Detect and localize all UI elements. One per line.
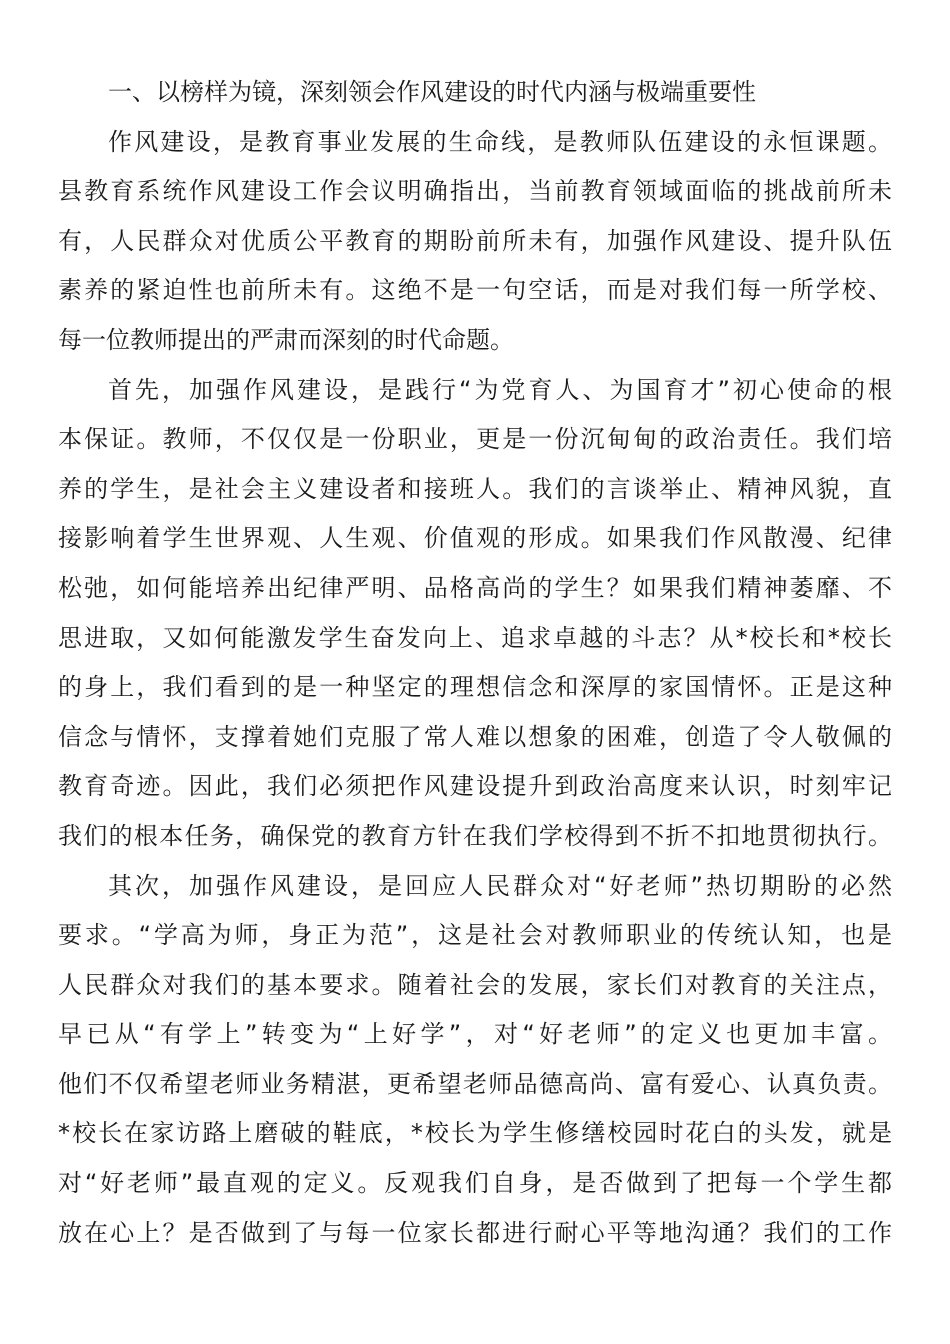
body-text-line: 思进取，又如何能激发学生奋发向上、追求卓越的斗志？从*校长和*校长 bbox=[58, 623, 892, 652]
body-text-line: 对“好老师”最直观的定义。反观我们自身，是否做到了把每一个学生都 bbox=[58, 1169, 892, 1198]
body-text-line: 松弛，如何能培养出纪律严明、品格高尚的学生？如果我们精神萎靡、不 bbox=[58, 573, 892, 602]
body-text-line: 要求。“学高为师，身正为范”，这是社会对教师职业的传统认知，也是 bbox=[58, 921, 892, 950]
body-text-line: 本保证。教师，不仅仅是一份职业，更是一份沉甸甸的政治责任。我们培 bbox=[58, 425, 892, 454]
body-text-line: 我们的根本任务，确保党的教育方针在我们学校得到不折不扣地贯彻执行。 bbox=[58, 821, 892, 850]
body-text-line: 信念与情怀，支撑着她们克服了常人难以想象的困难，创造了令人敬佩的 bbox=[58, 722, 892, 751]
section-heading: 一、以榜样为镜，深刻领会作风建设的时代内涵与极端重要性 bbox=[108, 78, 756, 106]
body-text-line: 的身上，我们看到的是一种坚定的理想信念和深厚的家国情怀。正是这种 bbox=[58, 673, 892, 702]
body-text-line: *校长在家访路上磨破的鞋底，*校长为学生修缮校园时花白的头发，就是 bbox=[58, 1119, 892, 1148]
body-text-line: 素养的紧迫性也前所未有。这绝不是一句空话，而是对我们每一所学校、 bbox=[58, 276, 892, 305]
body-text-line: 每一位教师提出的严肃而深刻的时代命题。 bbox=[58, 325, 514, 354]
body-text-line: 接影响着学生世界观、人生观、价值观的形成。如果我们作风散漫、纪律 bbox=[58, 524, 892, 553]
document-page bbox=[58, 68, 892, 1258]
body-text-line: 县教育系统作风建设工作会议明确指出，当前教育领域面临的挑战前所未 bbox=[58, 177, 892, 206]
body-text-line: 他们不仅希望老师业务精湛，更希望老师品德高尚、富有爱心、认真负责。 bbox=[58, 1069, 892, 1098]
body-text-line: 人民群众对我们的基本要求。随着社会的发展，家长们对教育的关注点， bbox=[58, 970, 892, 999]
body-text-line: 作风建设，是教育事业发展的生命线，是教师队伍建设的永恒课题。 bbox=[108, 127, 892, 156]
body-text-line: 首先，加强作风建设，是践行“为党育人、为国育才”初心使命的根 bbox=[108, 375, 892, 404]
body-text-line: 教育奇迹。因此，我们必须把作风建设提升到政治高度来认识，时刻牢记 bbox=[58, 772, 892, 801]
body-text-line: 其次，加强作风建设，是回应人民群众对“好老师”热切期盼的必然 bbox=[108, 871, 892, 900]
body-text-line: 有，人民群众对优质公平教育的期盼前所未有，加强作风建设、提升队伍 bbox=[58, 226, 892, 255]
body-text-line: 放在心上？是否做到了与每一位家长都进行耐心平等地沟通？我们的工作 bbox=[58, 1218, 892, 1247]
body-text-line: 早已从“有学上”转变为“上好学”，对“好老师”的定义也更加丰富。 bbox=[58, 1020, 892, 1049]
body-text-line: 养的学生，是社会主义建设者和接班人。我们的言谈举止、精神风貌，直 bbox=[58, 474, 892, 503]
